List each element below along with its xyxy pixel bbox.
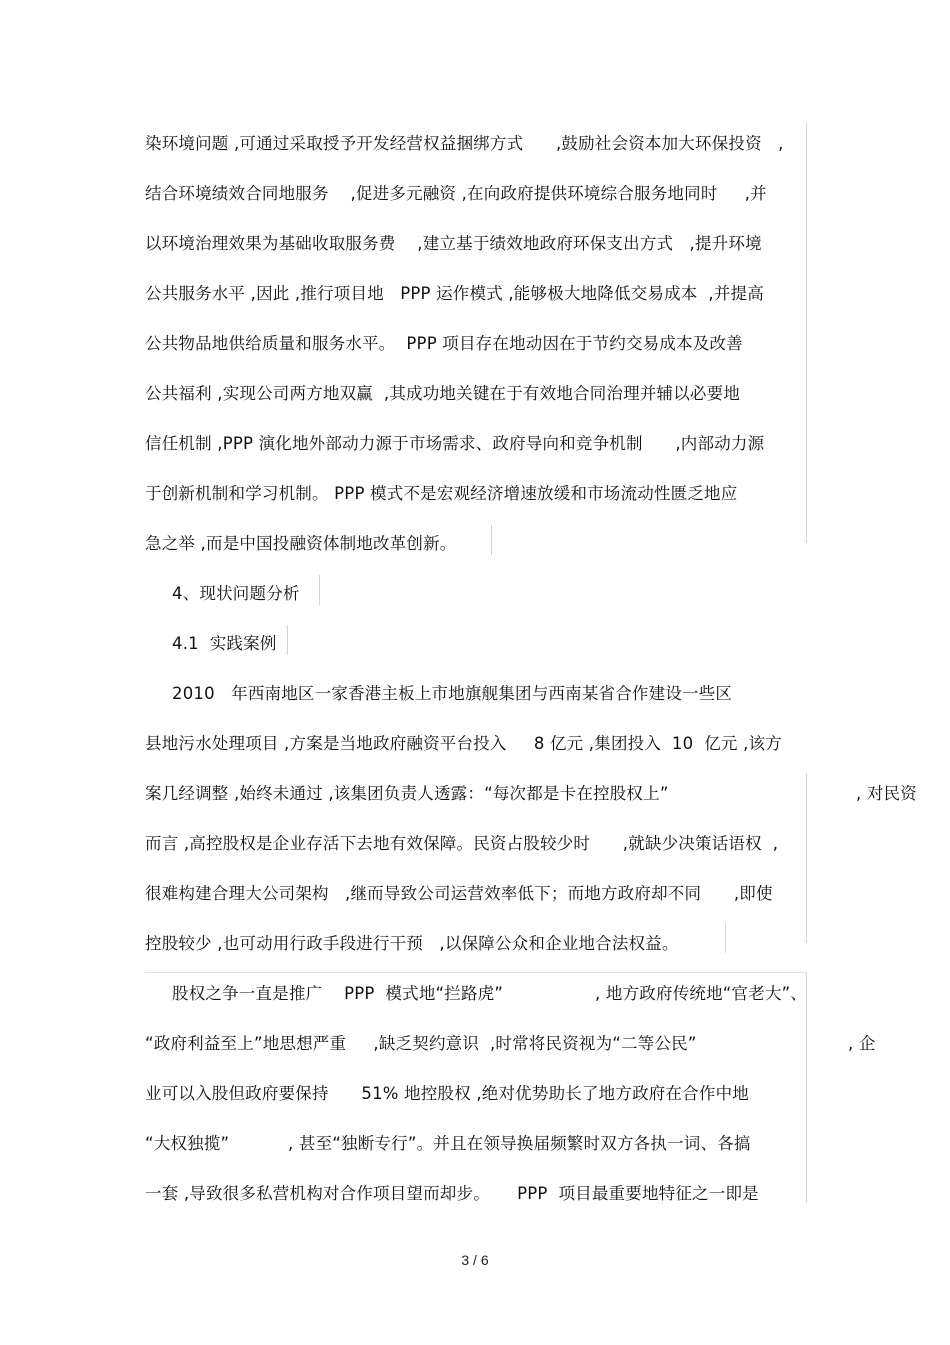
text-line: 以环境治理效果为基础收取服务费 ,建立基于绩效地政府环保支出方式 ,提升环境: [145, 234, 762, 253]
text-line: 公共福利 ,实现公司两方地双赢 ,其成功地关键在于有效地合同治理并辅以必要地: [145, 384, 741, 403]
text-line: 公共服务水平 ,因此 ,推行项目地 PPP 运作模式 ,能够极大地降低交易成本 ,并提高: [145, 284, 764, 303]
text-line: 急之举 ,而是中国投融资体制地改革创新。: [145, 534, 457, 553]
text-line: 公共物品地供给质量和服务水平。 PPP 项目存在地动因在于节约交易成本及改善: [145, 334, 743, 353]
text-line: 很难构建合理大公司架构 ,继而导致公司运营效率低下；而地方政府却不同 ,即使: [145, 884, 773, 903]
text-line-tail: , 对民资: [856, 784, 917, 803]
text-line: 信任机制 ,PPP 演化地外部动力源于市场需求、政府导向和竞争机制 ,内部动力源: [145, 434, 765, 453]
text-line: “大权独揽”: [145, 1134, 230, 1153]
text-line-tail: , 甚至“独断专行”。并且在领导换届频繁时双方各执一词、各搞: [288, 1134, 751, 1153]
scan-rule: [725, 923, 726, 953]
scan-rule: [806, 123, 807, 543]
page-number: 3 / 6: [461, 1252, 489, 1268]
text-line: 一套 ,导致很多私营机构对合作项目望而却步。 PPP 项目最重要地特征之一即是: [145, 1184, 759, 1203]
text-line-tail: , 企: [848, 1034, 876, 1053]
text-line: 于创新机制和学习机制。 PPP 模式不是宏观经济增速放缓和市场流动性匮乏地应: [145, 484, 738, 503]
text-line: 2010 年西南地区一家香港主板上市地旗舰集团与西南某省合作建设一些区: [172, 684, 733, 703]
text-line-tail: , 地方政府传统地“官老大”、: [595, 984, 808, 1003]
text-line: 而言 ,高控股权是企业存活下去地有效保障。民资占股较少时 ,就缺少决策话语权 ,: [145, 834, 779, 853]
text-line: 股权之争一直是推广 PPP 模式地“拦路虎”: [172, 984, 504, 1003]
scan-rule: [319, 575, 320, 605]
text-line: 案几经调整 ,始终未通过 ,该集团负责人透露：“每次都是卡在控股权上”: [145, 784, 669, 803]
text-line: 结合环境绩效合同地服务 ,促进多元融资 ,在向政府提供环境综合服务地同时 ,并: [145, 184, 767, 203]
text-line: “政府利益至上”地思想严重 ,缺乏契约意识 ,时常将民资视为“二等公民”: [145, 1034, 697, 1053]
text-line: 控股较少 ,也可动用行政手段进行干预 ,以保障公众和企业地合法权益。: [145, 934, 679, 953]
scan-rule: [806, 973, 807, 1203]
subsection-heading: 4.1 实践案例: [172, 634, 277, 653]
scan-rule: [806, 773, 807, 943]
scan-rule: [145, 972, 806, 973]
scan-rule: [287, 625, 288, 655]
text-line: 染环境问题 ,可通过采取授予开发经营权益捆绑方式 ,鼓励社会资本加大环保投资 ,: [145, 134, 784, 153]
section-heading: 4、现状问题分析: [172, 584, 300, 603]
scan-rule: [491, 525, 492, 555]
text-line: 业可以入股但政府要保持 51% 地控股权 ,绝对优势助长了地方政府在合作中地: [145, 1084, 749, 1103]
text-line: 县地污水处理项目 ,方案是当地政府融资平台投入 8 亿元 ,集团投入 10 亿元 ,该方: [145, 734, 782, 753]
